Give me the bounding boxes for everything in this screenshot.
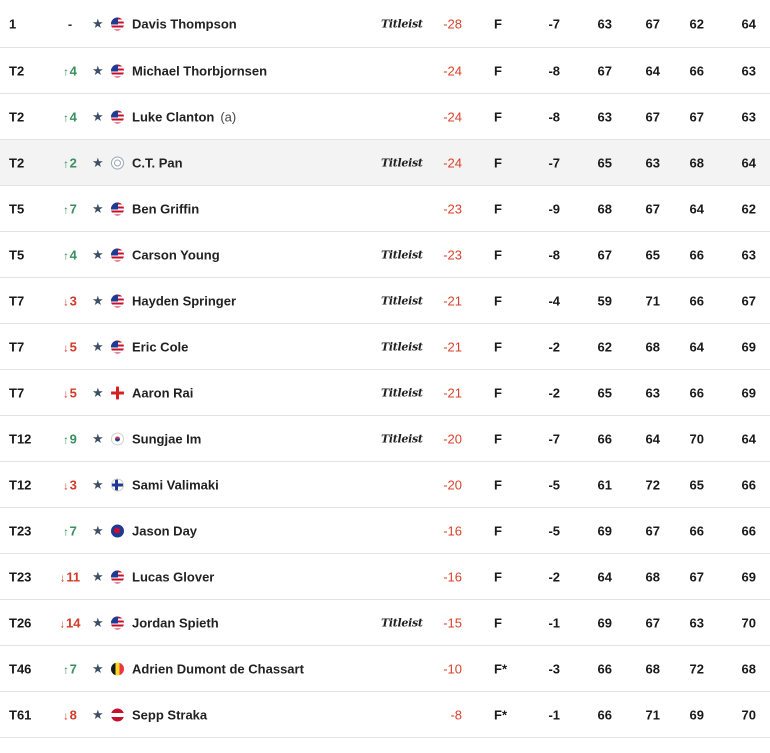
round-3-score: 68 [689,155,704,170]
position: T2 [9,155,25,170]
player-name[interactable] [132,16,237,31]
round-2-score: 68 [645,569,660,584]
player-name-text[interactable]: Aaron Rai [132,385,194,400]
round-1-score: 64 [597,569,612,584]
position: T26 [9,615,32,630]
player-name[interactable] [132,707,207,722]
round-4-score: 63 [741,63,756,78]
player-name[interactable] [132,109,236,124]
round-3-score: 72 [689,661,704,676]
round-2-score: 63 [645,385,660,400]
player-name-text[interactable]: Lucas Glover [132,569,215,584]
score-to-par: -24 [443,109,462,124]
round-3-score: 63 [689,615,704,630]
position-movement [58,109,82,124]
position-movement [58,16,82,31]
player-name[interactable] [132,339,188,354]
round-4-score: 70 [741,615,756,630]
round-2-score: 68 [645,339,660,354]
leaderboard-row[interactable] [0,278,770,324]
star-icon[interactable]: ★ [92,338,104,354]
arrow-down-icon: ↓ [63,388,69,400]
titleist-logo: Titleist [381,156,423,169]
player-name-text[interactable]: Sepp Straka [132,707,208,722]
movement-value: 7 [69,523,77,538]
amateur-tag: (a) [220,109,237,124]
player-name[interactable] [132,615,219,630]
star-icon[interactable]: ★ [92,108,104,124]
thru: F [494,293,502,308]
position: T61 [9,707,32,722]
thru: F [494,431,502,446]
leaderboard-row[interactable] [0,186,770,232]
round-3-score: 67 [689,569,704,584]
position-movement [58,293,82,308]
score-to-par: -21 [443,385,462,400]
today-score: -1 [548,615,560,630]
player-name-text[interactable]: Hayden Springer [132,293,237,308]
star-icon[interactable]: ★ [92,568,104,584]
round-4-score: 63 [741,247,756,262]
arrow-down-icon: ↓ [63,342,69,354]
titleist-logo: Titleist [381,17,423,30]
today-score: -5 [548,477,560,492]
thru: F [494,385,502,400]
today-score: -3 [548,661,560,676]
titleist-logo: Titleist [381,248,423,261]
player-name-text[interactable]: Jason Day [132,523,198,538]
position: T12 [9,477,32,492]
titleist-logo: Titleist [381,294,423,307]
today-score: -7 [548,155,560,170]
round-4-score: 67 [741,293,756,308]
today-score: -2 [548,385,560,400]
score-to-par: -24 [443,63,462,78]
today-score: -8 [548,247,560,262]
movement-value: 14 [66,615,81,630]
arrow-down-icon: ↓ [63,296,69,308]
player-name[interactable] [132,63,267,78]
thru: F [494,63,502,78]
thru: F [494,155,502,170]
country-flag-icon [111,386,124,399]
round-3-score: 66 [689,63,704,78]
leaderboard-row[interactable] [0,416,770,462]
round-4-score: 63 [741,109,756,124]
player-name[interactable] [132,247,220,262]
leaderboard-row[interactable] [0,462,770,508]
leaderboard-row[interactable] [0,508,770,554]
position-movement [58,615,82,630]
thru: F [494,16,502,31]
round-3-score: 66 [689,247,704,262]
star-icon[interactable]: ★ [92,154,104,170]
position: T2 [9,109,25,124]
round-3-score: 64 [689,201,704,216]
round-2-score: 68 [645,661,660,676]
score-to-par: -28 [443,16,462,31]
country-flag-icon [111,110,124,123]
position: T7 [9,339,25,354]
player-name-text[interactable]: Ben Griffin [132,201,200,216]
movement-value: 5 [69,385,77,400]
country-flag-icon [111,156,124,169]
round-3-score: 64 [689,339,704,354]
player-name-text[interactable]: C.T. Pan [132,155,183,170]
position: T7 [9,293,25,308]
leaderboard-row[interactable] [0,94,770,140]
position-movement [58,707,82,722]
leaderboard-row[interactable] [0,324,770,370]
country-flag-icon [111,662,124,675]
player-name[interactable] [132,661,304,676]
movement-value: 3 [69,293,77,308]
titleist-logo: Titleist [381,386,423,399]
round-1-score: 63 [597,109,612,124]
leaderboard-row[interactable] [0,370,770,416]
movement-value: 2 [69,155,77,170]
country-flag-icon [111,570,124,583]
star-icon[interactable]: ★ [92,384,104,400]
round-3-score: 70 [689,431,704,446]
movement-value: 5 [69,339,77,354]
score-to-par: -15 [443,615,462,630]
today-score: -2 [548,569,560,584]
round-1-score: 67 [597,247,612,262]
round-3-score: 66 [689,523,704,538]
movement-value: 8 [69,707,77,722]
star-icon[interactable]: ★ [92,614,104,630]
round-2-score: 71 [645,293,660,308]
round-2-score: 67 [645,523,660,538]
arrow-down-icon: ↓ [63,480,69,492]
position-movement [58,477,82,492]
position: T12 [9,431,32,446]
position: T2 [9,63,25,78]
round-1-score: 66 [597,431,612,446]
round-4-score: 66 [741,477,756,492]
leaderboard-row[interactable] [0,48,770,94]
star-icon[interactable]: ★ [92,15,104,31]
country-flag-icon [111,478,124,491]
score-to-par: -16 [443,523,462,538]
country-flag-icon [111,340,124,353]
position-movement [58,247,82,262]
round-3-score: 67 [689,109,704,124]
score-to-par: -24 [443,155,462,170]
star-icon[interactable]: ★ [92,430,104,446]
movement-value: 4 [69,109,77,124]
round-3-score: 66 [689,293,704,308]
round-4-score: 69 [741,569,756,584]
round-4-score: 62 [741,201,756,216]
score-to-par: -23 [443,201,462,216]
round-3-score: 69 [689,707,704,722]
round-2-score: 71 [645,707,660,722]
arrow-down-icon: ↓ [59,572,66,584]
score-to-par: -16 [443,569,462,584]
position: T5 [9,201,25,216]
player-name[interactable] [132,293,236,308]
round-1-score: 61 [597,477,612,492]
round-2-score: 67 [645,201,660,216]
player-name[interactable] [132,431,201,446]
arrow-up-icon: ↑ [63,66,69,78]
arrow-up-icon: ↑ [63,112,69,124]
thru: F [494,201,502,216]
round-4-score: 64 [741,16,756,31]
round-1-score: 65 [597,385,612,400]
country-flag-icon [111,432,124,445]
thru: F [494,569,502,584]
position: T46 [9,661,32,676]
country-flag-icon [111,616,124,629]
position: 1 [9,16,17,31]
titleist-logo: Titleist [381,432,423,445]
round-3-score: 62 [689,16,704,31]
player-name[interactable] [132,155,183,170]
movement-value: 9 [69,431,77,446]
leaderboard-row[interactable] [0,232,770,278]
round-2-score: 63 [645,155,660,170]
player-name-text[interactable]: Davis Thompson [132,16,237,31]
star-icon[interactable]: ★ [92,200,104,216]
player-name-text[interactable]: Sungjae Im [132,431,202,446]
round-2-score: 64 [645,63,660,78]
country-flag-icon [111,202,124,215]
player-name-text[interactable]: Adrien Dumont de Chassart [132,661,304,676]
score-to-par: -20 [443,477,462,492]
star-icon[interactable]: ★ [92,522,104,538]
thru: F [494,109,502,124]
position-movement [58,155,82,170]
score-to-par: -10 [443,661,462,676]
round-1-score: 69 [597,615,612,630]
round-3-score: 65 [689,477,704,492]
arrow-up-icon: ↑ [63,434,69,446]
round-1-score: 63 [597,16,612,31]
leaderboard-row[interactable] [0,600,770,646]
country-flag-icon [111,17,124,30]
score-to-par: -8 [450,707,462,722]
round-4-score: 64 [741,155,756,170]
movement-value: 4 [69,247,77,262]
movement-value: - [67,16,73,31]
round-1-score: 59 [597,293,612,308]
thru: F [494,247,502,262]
round-2-score: 67 [645,615,660,630]
round-4-score: 69 [741,385,756,400]
round-1-score: 68 [597,201,612,216]
round-4-score: 66 [741,523,756,538]
today-score: -8 [548,109,560,124]
round-2-score: 72 [645,477,660,492]
thru: F [494,339,502,354]
position: T23 [9,569,32,584]
star-icon[interactable]: ★ [92,706,104,722]
arrow-up-icon: ↑ [63,664,69,676]
score-to-par: -23 [443,247,462,262]
round-4-score: 68 [741,661,756,676]
today-score: -7 [548,16,560,31]
player-name[interactable] [132,385,193,400]
arrow-up-icon: ↑ [63,526,69,538]
leaderboard-row[interactable] [0,140,770,186]
position: T23 [9,523,32,538]
arrow-down-icon: ↓ [59,618,66,630]
position-movement [58,385,82,400]
player-name-text[interactable]: Eric Cole [132,339,189,354]
movement-value: 7 [69,201,77,216]
position-movement [58,63,82,78]
player-name-text[interactable]: Luke Clanton [132,109,215,124]
player-name-text[interactable]: Sami Valimaki [132,477,219,492]
today-score: -7 [548,431,560,446]
round-1-score: 62 [597,339,612,354]
player-name-text[interactable]: Michael Thorbjornsen [132,63,268,78]
titleist-logo: Titleist [381,340,423,353]
player-name[interactable] [132,477,219,492]
round-2-score: 65 [645,247,660,262]
round-2-score: 67 [645,16,660,31]
player-name[interactable] [132,523,197,538]
thru: F [494,523,502,538]
today-score: -1 [548,707,560,722]
today-score: -4 [548,293,560,308]
today-score: -9 [548,201,560,216]
leaderboard-row[interactable] [0,692,770,738]
round-2-score: 67 [645,109,660,124]
star-icon[interactable]: ★ [92,660,104,676]
score-to-par: -21 [443,339,462,354]
thru: F* [494,661,507,676]
position-movement [58,569,82,584]
round-1-score: 67 [597,63,612,78]
position-movement [58,339,82,354]
country-flag-icon [111,708,124,721]
movement-value: 11 [66,569,81,584]
round-4-score: 64 [741,431,756,446]
score-to-par: -20 [443,431,462,446]
arrow-down-icon: ↓ [63,710,69,722]
country-flag-icon [111,64,124,77]
leaderboard-row[interactable] [0,646,770,692]
today-score: -5 [548,523,560,538]
country-flag-icon [111,248,124,261]
position: T5 [9,247,25,262]
thru: F [494,477,502,492]
arrow-up-icon: ↑ [63,204,69,216]
star-icon[interactable]: ★ [92,246,104,262]
player-name[interactable] [132,569,214,584]
round-4-score: 70 [741,707,756,722]
movement-value: 7 [69,661,77,676]
star-icon[interactable]: ★ [92,476,104,492]
star-icon[interactable]: ★ [92,292,104,308]
movement-value: 4 [69,63,77,78]
round-4-score: 69 [741,339,756,354]
position-movement [58,523,82,538]
arrow-up-icon: ↑ [63,250,69,262]
position: T7 [9,385,25,400]
score-to-par: -21 [443,293,462,308]
round-1-score: 69 [597,523,612,538]
leaderboard-row[interactable] [0,0,770,48]
leaderboard-row[interactable] [0,554,770,600]
country-flag-icon [111,294,124,307]
round-1-score: 66 [597,661,612,676]
titleist-logo: Titleist [381,616,423,629]
country-flag-icon [111,524,124,537]
arrow-up-icon: ↑ [63,158,69,170]
position-movement [58,431,82,446]
today-score: -8 [548,63,560,78]
round-1-score: 66 [597,707,612,722]
star-icon[interactable]: ★ [92,62,104,78]
round-2-score: 64 [645,431,660,446]
round-1-score: 65 [597,155,612,170]
player-name-text[interactable]: Carson Young [132,247,220,262]
player-name-text[interactable]: Jordan Spieth [132,615,219,630]
thru: F [494,615,502,630]
position-movement [58,201,82,216]
thru: F* [494,707,507,722]
movement-value: 3 [69,477,77,492]
player-name[interactable] [132,201,199,216]
round-3-score: 66 [689,385,704,400]
position-movement [58,661,82,676]
today-score: -2 [548,339,560,354]
